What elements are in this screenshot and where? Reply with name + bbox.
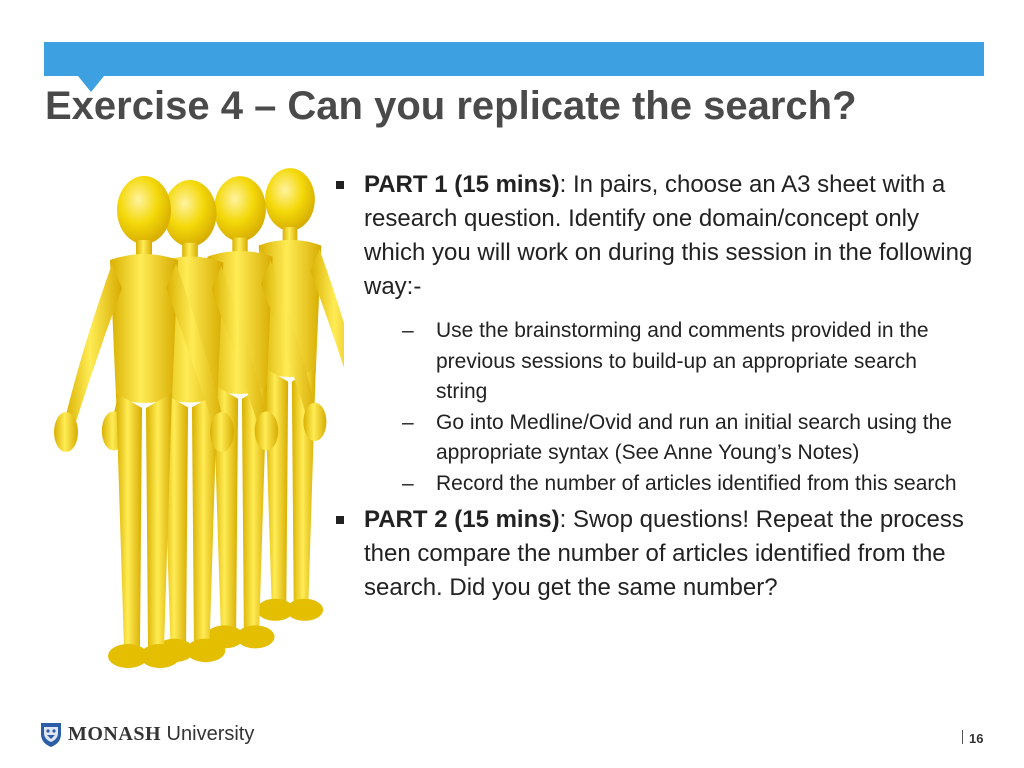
part-1-text: : In pairs, choose an A3 sheet with a research question. Identify one domain/concept only which you will work on during this session in the following way:- <box>364 171 973 300</box>
monash-university-logo <box>68 723 254 746</box>
step-text: Go into Medline/Ovid and run an initial search using the appropriate syntax (See Anne Young’s Notes) <box>436 410 952 464</box>
dash-bullet-icon: – <box>402 471 414 495</box>
team-figures-illustration <box>44 160 344 700</box>
square-bullet-icon <box>336 516 344 524</box>
step-item <box>336 316 976 408</box>
step-item <box>336 469 976 500</box>
part-2-text: : Swop questions! Repeat the process then compare the number of articles identified from the search. Did you get the same number? <box>364 506 964 601</box>
page-number-divider <box>962 730 963 744</box>
logo-wordmark-light: University <box>161 723 255 745</box>
part-2-lead: PART 2 (15 mins) <box>364 506 560 533</box>
part-1-bullet <box>336 168 976 304</box>
dash-bullet-icon: – <box>402 410 414 434</box>
page-number: 16 <box>969 731 984 746</box>
step-text: Record the number of articles identified from this search <box>436 471 957 495</box>
header-accent-bar <box>44 42 984 76</box>
logo-wordmark-bold: MONASH <box>68 723 161 745</box>
part-2-bullet <box>336 503 976 605</box>
slide-title: Exercise 4 – Can you replicate the search? <box>45 84 857 128</box>
part-1-steps <box>336 316 976 499</box>
slide-content <box>336 168 976 605</box>
dash-bullet-icon: – <box>402 319 414 342</box>
square-bullet-icon <box>336 181 344 189</box>
step-item <box>336 408 976 469</box>
part-1-lead: PART 1 (15 mins) <box>364 171 560 198</box>
monash-shield-icon <box>40 722 62 748</box>
step-text: Use the brainstorming and comments provided in the previous sessions to build-up an appropriate search string <box>436 319 929 403</box>
